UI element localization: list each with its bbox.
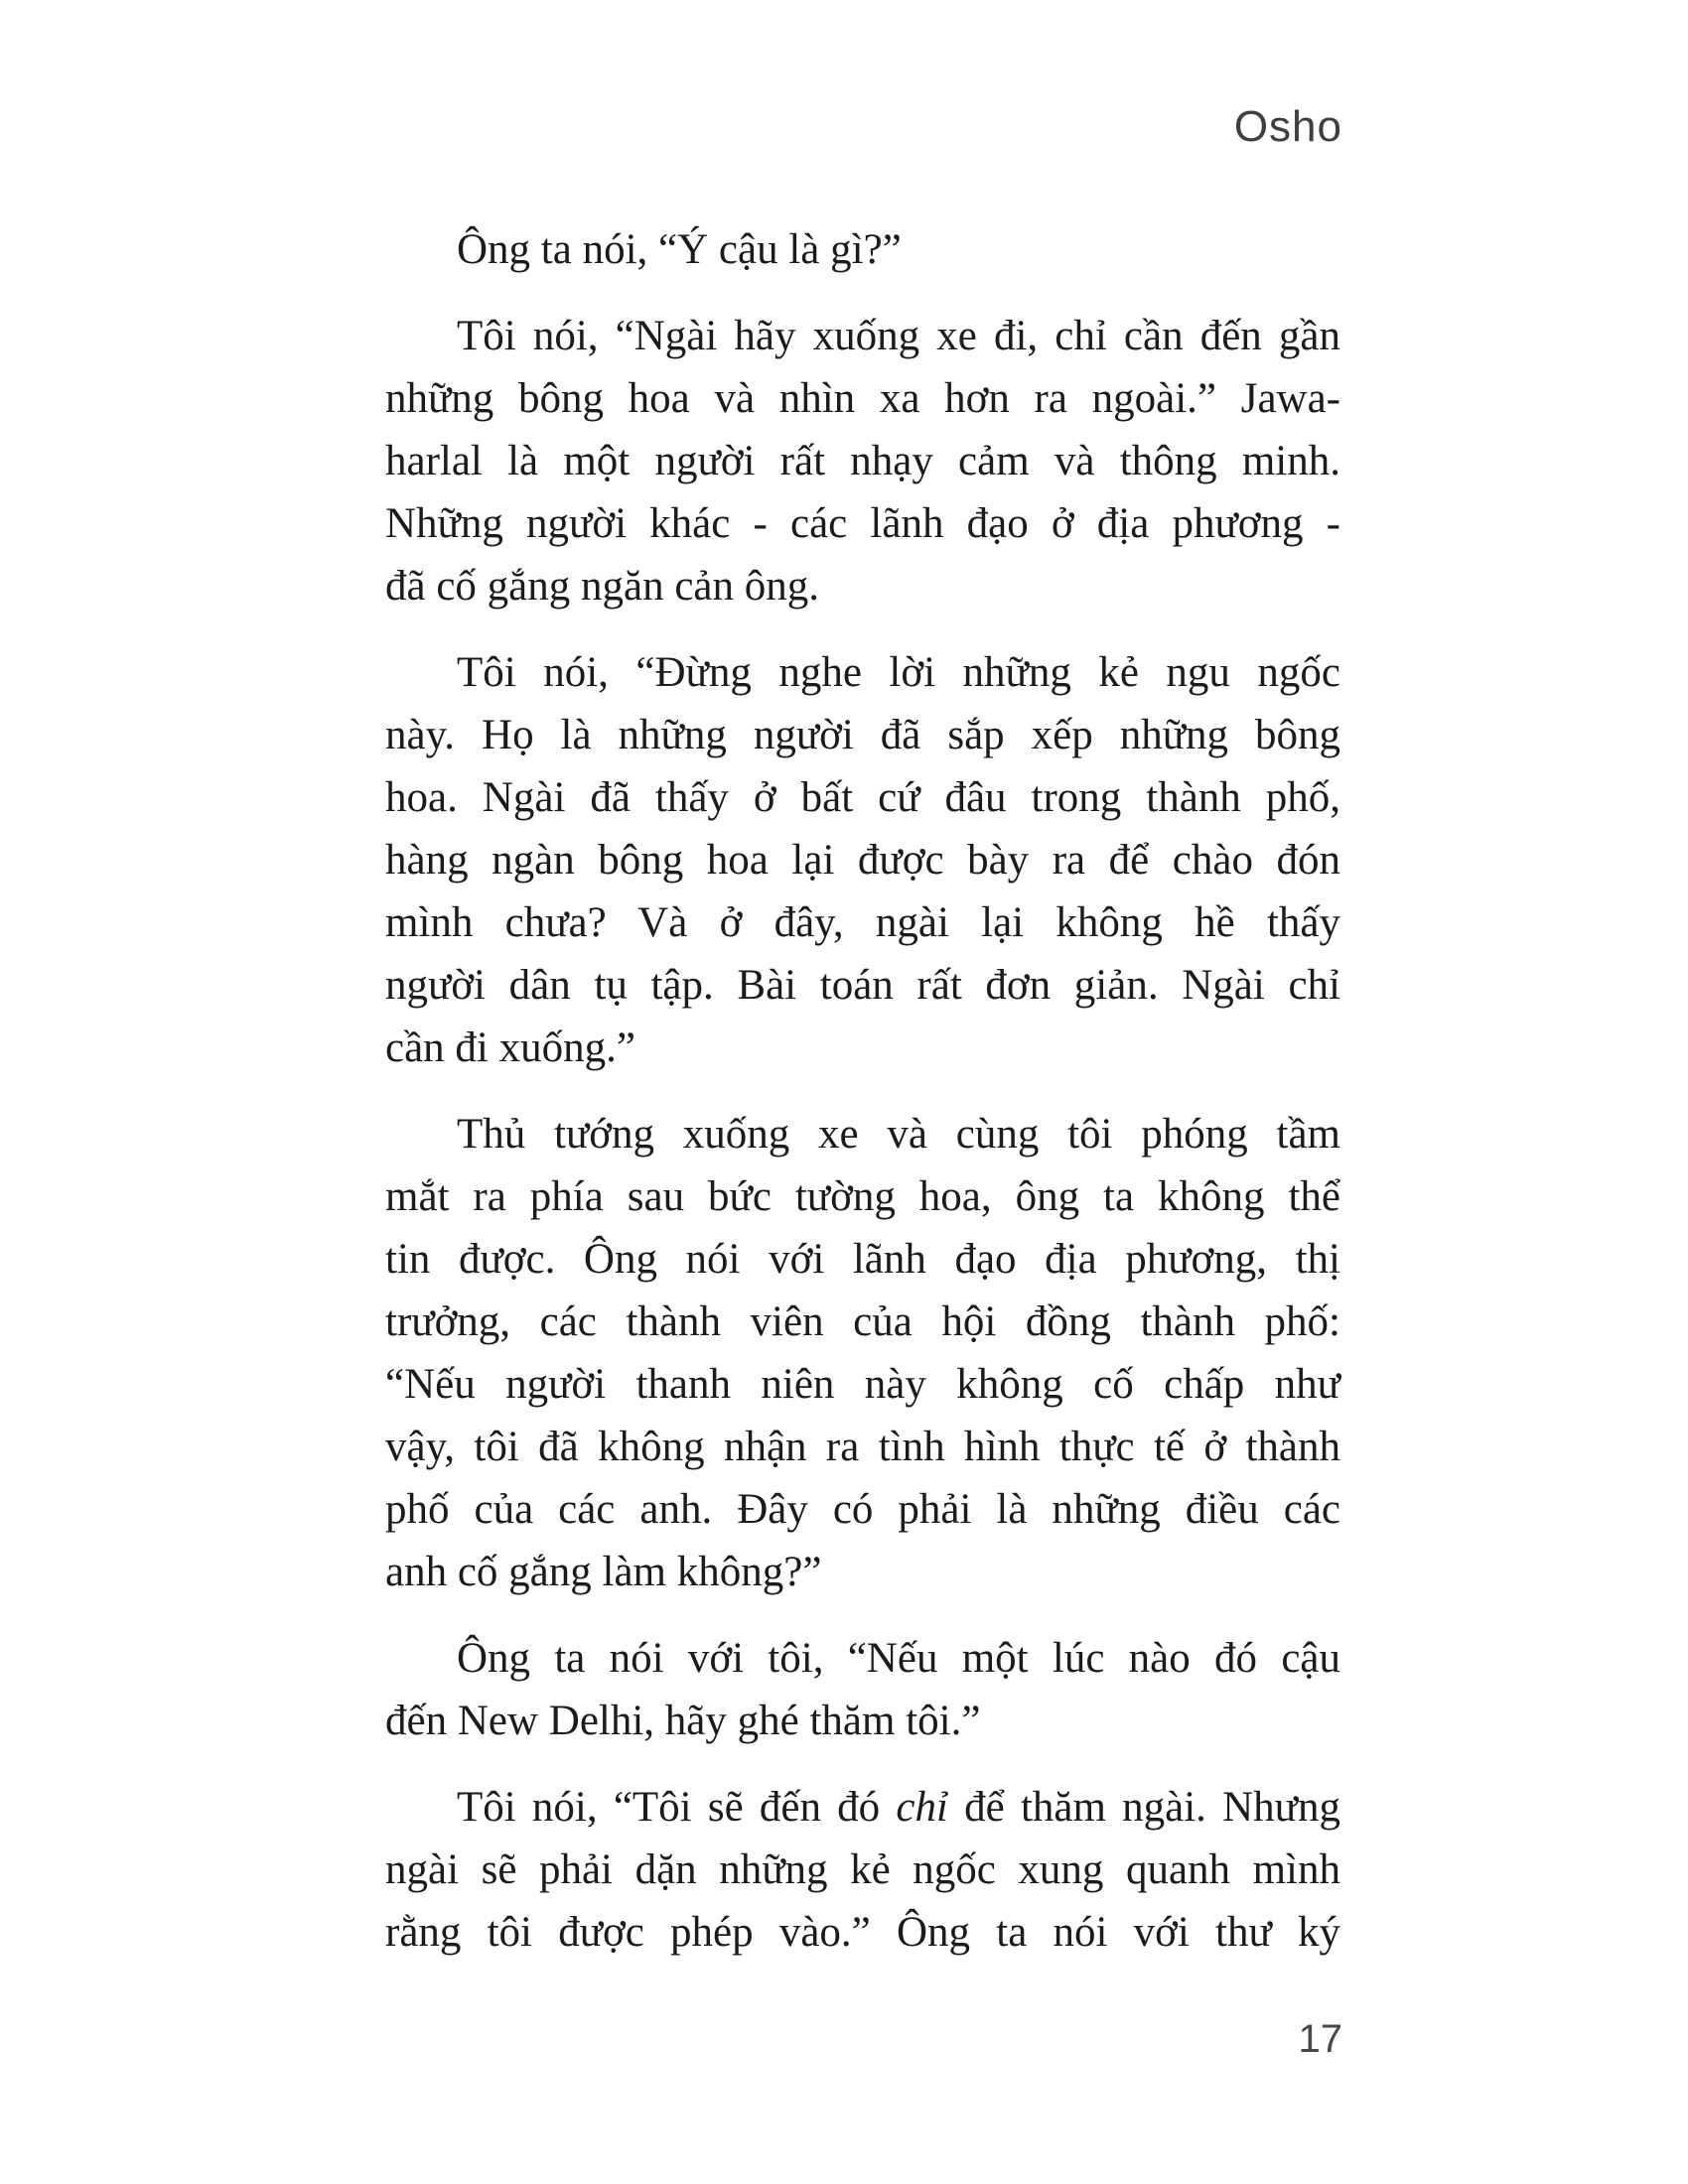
text-line: Thủ tướng xuống xe và cùng tôi phóng tầm: [457, 1111, 1340, 1158]
text-line: rằng tôi được phép vào.” Ông ta nói với thư ký: [385, 1909, 1340, 1956]
text-line: Ông ta nói với tôi, “Nếu một lúc nào đó cậu: [457, 1635, 1340, 1682]
italic-text: chỉ: [896, 1784, 948, 1831]
text-line: hàng ngàn bông hoa lại được bày ra để chào đón: [385, 837, 1340, 884]
text-line: Những người khác - các lãnh đạo ở địa phương -: [385, 500, 1340, 547]
text-line: vậy, tôi đã không nhận ra tình hình thực tế ở thành: [385, 1424, 1340, 1470]
text-line: đã cố gắng ngăn cản ông.: [385, 563, 820, 610]
text-line: Tôi nói, “Ngài hãy xuống xe đi, chỉ cần đến gần: [457, 313, 1340, 359]
paragraph: [385, 1627, 1340, 1752]
paragraph: [385, 1103, 1340, 1603]
page-number: 17: [1298, 2017, 1342, 2061]
text-line: harlal là một người rất nhạy cảm và thông minh.: [385, 438, 1340, 484]
running-head: Osho: [1233, 102, 1342, 151]
paragraph: [385, 305, 1340, 617]
text-line: phố của các anh. Đây có phải là những điều các: [385, 1486, 1340, 1533]
text-line: Tôi nói, “Đừng nghe lời những kẻ ngu ngốc: [457, 649, 1340, 696]
text-line: “Nếu người thanh niên này không cố chấp như: [385, 1361, 1340, 1408]
text-line: trưởng, các thành viên của hội đồng thành phố:: [385, 1298, 1340, 1345]
text-line: người dân tụ tập. Bài toán rất đơn giản. Ngài chỉ: [385, 962, 1340, 1009]
text-line: Ông ta nói, “Ý cậu là gì?”: [457, 226, 902, 273]
text-line: mình chưa? Và ở đây, ngài lại không hề thấy: [385, 899, 1340, 946]
text-line: hoa. Ngài đã thấy ở bất cứ đâu trong thành phố,: [385, 774, 1340, 821]
text-line: Tôi nói, “Tôi sẽ đến đó chỉ để thăm ngài. Nhưng: [457, 1784, 1340, 1831]
paragraph: [385, 641, 1340, 1079]
paragraph: [385, 1776, 1340, 1964]
text-line: này. Họ là những người đã sắp xếp những bông: [385, 712, 1340, 758]
paragraph: [385, 218, 1340, 281]
text-line: ngài sẽ phải dặn những kẻ ngốc xung quanh mình: [385, 1846, 1340, 1893]
body-text: [385, 218, 1340, 1964]
text-line: anh cố gắng làm không?”: [385, 1549, 822, 1595]
text-line: đến New Delhi, hãy ghé thăm tôi.”: [385, 1698, 981, 1744]
text-line: tin được. Ông nói với lãnh đạo địa phương, thị: [385, 1236, 1340, 1283]
text-line: những bông hoa và nhìn xa hơn ra ngoài.” Jawa-: [385, 375, 1340, 422]
text-line: cần đi xuống.”: [385, 1024, 635, 1071]
text-line: mắt ra phía sau bức tường hoa, ông ta không thể: [385, 1173, 1340, 1220]
